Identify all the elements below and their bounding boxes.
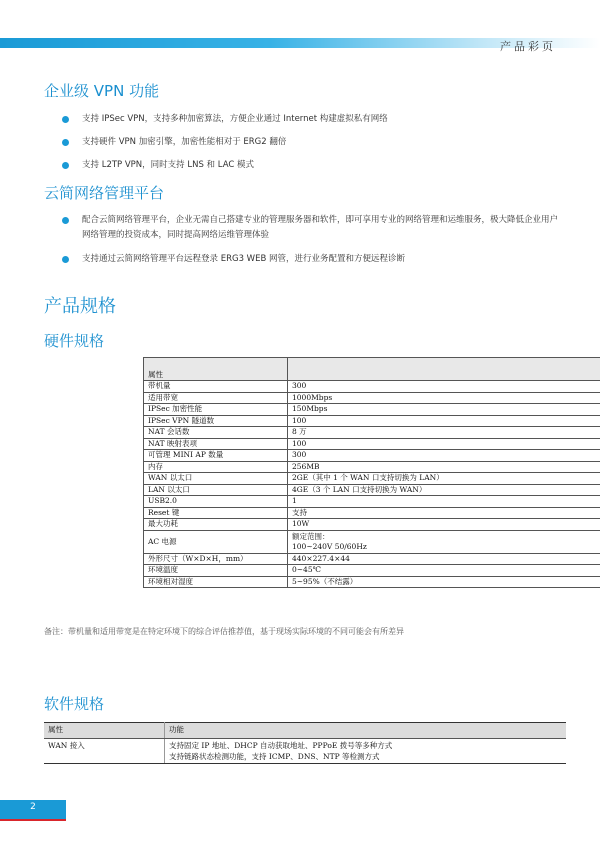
list-item: 支持通过云简网络管理平台远程登录 ERG3 WEB 网管，进行业务配置和方便远程诊断 <box>62 252 562 267</box>
table-row <box>144 392 600 404</box>
section-title-cloud: 云简网络管理平台 <box>44 184 165 202</box>
row-value-cell: 256MB <box>288 461 600 473</box>
row-value-cell: 300 <box>288 450 600 462</box>
table-row <box>144 473 600 485</box>
table-row <box>144 427 600 439</box>
row-label-cell: 可管理 MINI AP 数量 <box>144 450 288 462</box>
section-title-software: 软件规格 <box>44 695 105 713</box>
row-label-cell: IPSec 加密性能 <box>144 404 288 416</box>
header-label: 产品彩页 <box>500 40 556 53</box>
table-header-row <box>144 358 600 381</box>
header-cell <box>288 358 600 381</box>
row-label-cell: WAN 以太口 <box>144 473 288 485</box>
table-row <box>144 450 600 462</box>
vpn-bullet-list <box>62 112 562 181</box>
table-row <box>144 519 600 531</box>
table-row <box>144 461 600 473</box>
list-item: 支持硬件 VPN 加密引擎，加密性能相对于 ERG2 翻倍 <box>62 135 562 150</box>
header-cell: 属性 <box>44 723 165 739</box>
row-value-cell: 5~95%（不结露） <box>288 576 600 588</box>
bullet-dot-icon <box>62 217 69 224</box>
table-row <box>144 438 600 450</box>
row-value-cell: 额定范围： 100~240V 50/60Hz <box>288 530 600 553</box>
hardware-note: 备注：带机量和适用带宽是在特定环境下的综合评估推荐值，基于现场实际环境的不同可能会有所差异 <box>44 627 404 636</box>
row-label-cell: 最大功耗 <box>144 519 288 531</box>
row-value-cell: 支持固定 IP 地址、DHCP 自动获取地址、PPPoE 拨号等多种方式 支持链路状态检测功能，支持 ICMP、DNS、NTP 等检测方式 <box>165 739 567 764</box>
row-label-cell: NAT 映射表项 <box>144 438 288 450</box>
list-item: 配合云简网络管理平台，企业无需自己搭建专业的管理服务器和软件，即可享用专业的网络管理和运维服务，极大降低企业用户网络管理的投资成本，同时提高网络运维管理体验 <box>62 213 562 243</box>
table-row <box>144 404 600 416</box>
row-value-cell: 150Mbps <box>288 404 600 416</box>
row-value-cell: 10W <box>288 519 600 531</box>
header-cell: 属性 <box>144 358 288 381</box>
row-label-cell: Reset 键 <box>144 507 288 519</box>
table-row <box>144 507 600 519</box>
row-label-cell: NAT 会话数 <box>144 427 288 439</box>
row-label-cell: IPSec VPN 隧道数 <box>144 415 288 427</box>
bullet-dot-icon <box>62 139 69 146</box>
row-value-cell: 4GE（3 个 LAN 口支持切换为 WAN） <box>288 484 600 496</box>
row-value-cell: 1 <box>288 496 600 508</box>
row-label-cell: LAN 以太口 <box>144 484 288 496</box>
row-value-cell: 440×227.4×44 <box>288 553 600 565</box>
table-row <box>144 565 600 577</box>
table-row <box>44 739 566 764</box>
table-row <box>144 484 600 496</box>
row-label-cell: 环境温度 <box>144 565 288 577</box>
row-label-cell: WAN 接入 <box>44 739 165 764</box>
footer-accent-line <box>0 819 66 821</box>
table-header-row <box>44 723 566 739</box>
bullet-dot-icon <box>62 256 69 263</box>
list-item: 支持 IPSec VPN，支持多种加密算法，方便企业通过 Internet 构建虚拟私有网络 <box>62 112 562 127</box>
header-cell: 功能 <box>165 723 567 739</box>
row-value-cell: 300 <box>288 381 600 393</box>
row-label-cell: 适用带宽 <box>144 392 288 404</box>
software-spec-table <box>44 722 566 764</box>
row-value-cell: 支持 <box>288 507 600 519</box>
table-row <box>144 553 600 565</box>
row-label-cell: 带机量 <box>144 381 288 393</box>
cloud-bullet-list <box>62 213 562 276</box>
section-title-hardware: 硬件规格 <box>44 332 105 350</box>
row-value-cell: 100 <box>288 415 600 427</box>
row-label-cell: 环境相对湿度 <box>144 576 288 588</box>
row-label-cell: 外形尺寸（W×D×H，mm） <box>144 553 288 565</box>
row-label-cell: AC 电源 <box>144 530 288 553</box>
row-value-cell: 0~45℃ <box>288 565 600 577</box>
row-value-cell: 8 万 <box>288 427 600 439</box>
bullet-dot-icon <box>62 162 69 169</box>
page-number: 2 <box>30 802 36 812</box>
table-row <box>144 496 600 508</box>
bullet-dot-icon <box>62 116 69 123</box>
row-value-cell: 1000Mbps <box>288 392 600 404</box>
row-label-cell: USB2.0 <box>144 496 288 508</box>
row-value-cell: 2GE（其中 1 个 WAN 口支持切换为 LAN） <box>288 473 600 485</box>
table-row <box>144 415 600 427</box>
table-row <box>144 530 600 553</box>
table-row <box>144 576 600 588</box>
row-value-cell: 100 <box>288 438 600 450</box>
hardware-spec-table <box>143 357 600 588</box>
table-row <box>144 381 600 393</box>
section-title-spec: 产品规格 <box>44 296 116 317</box>
row-label-cell: 内存 <box>144 461 288 473</box>
list-item: 支持 L2TP VPN，同时支持 LNS 和 LAC 模式 <box>62 158 562 173</box>
section-title-vpn: 企业级 VPN 功能 <box>44 82 160 100</box>
